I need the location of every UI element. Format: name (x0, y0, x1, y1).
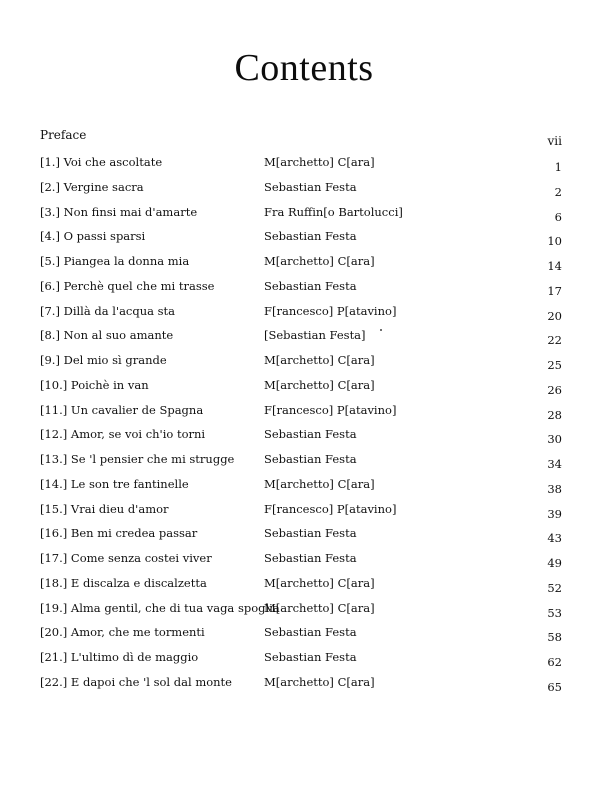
entry-composer: F[rancesco] P[atavino] (264, 501, 397, 516)
entry-title: [8.] Non al suo amante (40, 328, 174, 343)
toc-entry (40, 350, 562, 375)
toc-entry (40, 301, 562, 326)
entry-page-number: 38 (547, 481, 562, 496)
entry-page-number: 34 (547, 457, 562, 471)
preface-row (40, 128, 562, 148)
entry-title: [18.] E discalza e discalzetta (40, 575, 207, 590)
toc-entry (40, 474, 562, 499)
entry-composer: M[archetto] C[ara] (264, 600, 375, 615)
entry-page-number: 10 (547, 234, 562, 249)
entry-composer: M[archetto] C[ara] (264, 476, 375, 491)
entry-title: [20.] Amor, che me tormenti (40, 625, 205, 640)
entry-title: [17.] Come senza costei viver (40, 551, 212, 565)
entry-page-number: 1 (554, 160, 562, 174)
entry-title: [13.] Se 'l pensier che mi strugge (40, 452, 235, 466)
entry-page-number: 65 (547, 679, 562, 694)
entry-composer: M[archetto] C[ara] (264, 254, 375, 268)
preface-page-number: vii (547, 134, 562, 148)
entry-composer: Sebastian Festa (264, 526, 357, 541)
entry-title: [15.] Vrai dieu d'amor (40, 501, 169, 516)
entry-page-number: 17 (547, 283, 562, 298)
entry-page-number: 53 (547, 605, 562, 620)
toc-entry (40, 226, 562, 251)
toc-entry (40, 202, 562, 227)
entry-title: [11.] Un cavalier de Spagna (40, 402, 204, 417)
toc-entry (40, 251, 562, 276)
entry-page-number: 14 (547, 259, 562, 273)
entry-composer: Sebastian Festa (264, 650, 357, 664)
entry-page-number: 58 (547, 630, 562, 645)
entry-page-number: 2 (554, 184, 562, 199)
entry-page-number: 26 (547, 382, 562, 397)
entry-composer: Sebastian Festa (264, 452, 357, 466)
entry-composer: M[archetto] C[ara] (264, 377, 375, 392)
entry-title: [1.] Voi che ascoltate (40, 155, 163, 169)
entry-page-number: 30 (547, 432, 562, 447)
preface-label: Preface (40, 128, 87, 142)
toc-entry (40, 499, 562, 524)
entry-page-number: 6 (554, 209, 562, 224)
toc-entry (40, 573, 562, 598)
entry-title: [12.] Amor, se voi ch'io torni (40, 427, 206, 442)
entry-page-number: 52 (547, 580, 562, 595)
entry-title: [14.] Le son tre fantinelle (40, 476, 189, 491)
entry-composer: Sebastian Festa (264, 229, 357, 244)
entry-composer: F[rancesco] P[atavino] (264, 303, 397, 318)
toc-entry (40, 424, 562, 449)
entry-page-number: 49 (547, 556, 562, 570)
entry-page-number: 43 (547, 531, 562, 546)
entry-title: [6.] Perchè quel che mi trasse (40, 278, 215, 293)
toc-entry (40, 622, 562, 647)
entry-page-number: 20 (547, 308, 562, 323)
entry-title: [2.] Vergine sacra (40, 179, 144, 194)
toc-entry (40, 598, 562, 623)
entry-title: [22.] E dapoi che 'l sol dal monte (40, 674, 232, 689)
entry-composer: Sebastian Festa (264, 625, 357, 640)
table-of-contents (40, 152, 562, 697)
entry-title: [10.] Poichè in van (40, 377, 149, 392)
entry-composer: Sebastian Festa (264, 179, 357, 194)
entry-title: [4.] O passi sparsi (40, 229, 146, 244)
entry-composer: Fra Ruffin[o Bartolucci] (264, 204, 403, 219)
toc-entry (40, 548, 562, 573)
entry-title: [16.] Ben mi credea passar (40, 526, 198, 541)
entry-composer: Sebastian Festa (264, 551, 357, 565)
entry-page-number: 62 (547, 655, 562, 669)
entry-page-number: 28 (547, 407, 562, 422)
entry-page-number: 22 (547, 333, 562, 348)
entry-title: [3.] Non finsi mai d'amarte (40, 204, 198, 219)
toc-entry (40, 152, 562, 177)
toc-entry (40, 375, 562, 400)
entry-title: [19.] Alma gentil, che di tua vaga spoglia (40, 600, 280, 615)
entry-title: [21.] L'ultimo dì de maggio (40, 650, 199, 664)
scan-speck (380, 329, 382, 331)
entry-composer: M[archetto] C[ara] (264, 155, 375, 169)
toc-entry (40, 177, 562, 202)
toc-entry (40, 449, 562, 474)
entry-composer: M[archetto] C[ara] (264, 575, 375, 590)
toc-entry (40, 523, 562, 548)
entry-composer: M[archetto] C[ara] (264, 674, 375, 689)
toc-entry (40, 672, 562, 697)
entry-page-number: 39 (547, 506, 562, 521)
entry-title: [7.] Dillà da l'acqua sta (40, 303, 176, 318)
entry-composer: M[archetto] C[ara] (264, 353, 375, 367)
entry-composer: F[rancesco] P[atavino] (264, 402, 397, 417)
toc-entry (40, 276, 562, 301)
toc-entry (40, 400, 562, 425)
page-title: Contents (234, 47, 374, 89)
entry-title: [5.] Piangea la donna mia (40, 254, 190, 268)
entry-page-number: 25 (547, 358, 562, 372)
entry-composer: Sebastian Festa (264, 278, 357, 293)
entry-composer: [Sebastian Festa] (264, 328, 366, 343)
entry-title: [9.] Del mio sì grande (40, 353, 167, 367)
toc-entry (40, 647, 562, 672)
entry-composer: Sebastian Festa (264, 427, 357, 442)
toc-entry (40, 325, 562, 350)
